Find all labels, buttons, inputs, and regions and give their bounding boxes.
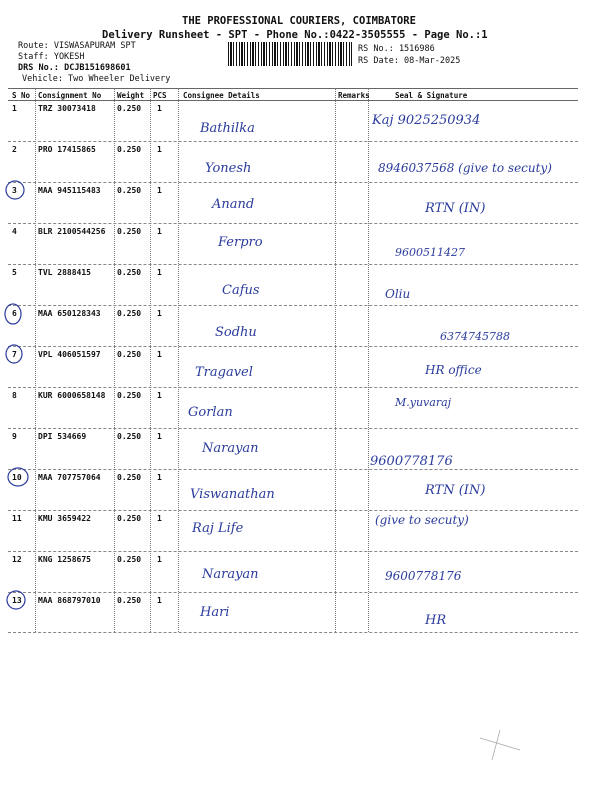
consignee-name: Tragavel [195,365,253,380]
consignee-name: Narayan [202,441,259,456]
row-consignment: PRO 17415865 [38,145,96,154]
row-pcs: 1 [157,432,162,441]
row-sno: 10 [12,473,22,482]
row-sno: 5 [12,268,17,277]
row-consignment: KNG 1258675 [38,555,91,564]
col-header-sno: S No [12,91,31,100]
row-consignment: MAA 707757064 [38,473,101,482]
signature: 6374745788 [440,330,510,343]
row-divider [8,469,578,470]
signature: HR [425,613,447,628]
consignee-name: Narayan [202,567,259,582]
row-pcs: 1 [157,227,162,236]
row-consignment: MAA 945115483 [38,186,101,195]
row-pcs: 1 [157,104,162,113]
row-consignment: DPI 534669 [38,432,87,441]
row-sno: 2 [12,145,17,154]
row-sno: 3 [12,186,17,195]
consignee-name: Cafus [222,283,260,298]
row-pcs: 1 [157,473,162,482]
row-pcs: 1 [157,268,162,277]
consignee-name: Viswanathan [190,487,275,502]
row-sno: 6 [12,309,17,318]
row-divider [8,632,578,633]
row-weight: 0.250 [117,596,142,605]
signature: Oliu [385,287,411,301]
row-sno: 1 [12,104,17,113]
row-weight: 0.250 [117,186,142,195]
signature: (give to secuty) [375,513,469,527]
row-weight: 0.250 [117,473,142,482]
row-consignment: KMU 3659422 [38,514,91,523]
row-consignment: BLR 2100544256 [38,227,106,236]
table-top-border [8,88,578,89]
row-consignment: TVL 2888415 [38,268,91,277]
row-sno: 7 [12,350,17,359]
row-divider [8,346,578,347]
row-pcs: 1 [157,145,162,154]
consignee-name: Anand [212,197,255,212]
row-divider [8,428,578,429]
consignee-name: Raj Life [192,521,244,536]
row-divider [8,510,578,511]
row-divider [8,305,578,306]
row-weight: 0.250 [117,145,142,154]
company-title: THE PROFESSIONAL COURIERS, COIMBATORE [182,15,416,27]
consignee-name: Hari [200,605,230,620]
col-header-signature: Seal & Signature [395,91,468,100]
row-consignment: KUR 6000658148 [38,391,106,400]
row-weight: 0.250 [117,227,142,236]
col-header-consignment: Consignment No [38,91,102,100]
route-label: Route: VISWASAPURAM SPT [18,41,136,51]
signature: 9600778176 [370,454,453,469]
runsheet-title: Delivery Runsheet - SPT - Phone No.:0422-3505555 - Page No.:1 [102,29,488,41]
consignee-name: Yonesh [205,161,252,176]
consignee-name: Gorlan [188,405,233,420]
row-sno: 8 [12,391,17,400]
consignee-name: Bathilka [200,121,255,136]
row-weight: 0.250 [117,350,142,359]
row-weight: 0.250 [117,391,142,400]
row-consignment: MAA 868797010 [38,596,101,605]
row-pcs: 1 [157,391,162,400]
staff-label: Staff: YOKESH [18,52,85,62]
signature: 9600511427 [395,246,465,259]
drs-value: DCJB151698601 [64,63,131,73]
signature: RTN (IN) [425,483,486,498]
col-header-pcs: PCS [153,91,167,100]
row-sno: 4 [12,227,17,236]
pen-stroke [480,730,520,760]
row-sno: 13 [12,596,22,605]
signature: M.yuvaraj [395,396,452,409]
row-pcs: 1 [157,596,162,605]
row-pcs: 1 [157,555,162,564]
row-divider [8,387,578,388]
vehicle-label: Vehicle: Two Wheeler Delivery [22,74,171,84]
row-weight: 0.250 [117,432,142,441]
row-weight: 0.250 [117,309,142,318]
row-divider [8,141,578,142]
signature: RTN (IN) [425,201,486,216]
row-divider [8,182,578,183]
row-sno: 9 [12,432,17,441]
row-divider [8,592,578,593]
row-weight: 0.250 [117,104,142,113]
col-header-remarks: Remarks [338,91,370,100]
row-sno: 12 [12,555,22,564]
row-pcs: 1 [157,309,162,318]
consignee-name: Ferpro [218,235,263,250]
col-header-consignee: Consignee Details [183,91,260,100]
row-pcs: 1 [157,186,162,195]
row-divider [8,551,578,552]
drs-number [18,63,131,73]
row-pcs: 1 [157,350,162,359]
row-weight: 0.250 [117,514,142,523]
row-sno: 11 [12,514,22,523]
rs-date: RS Date: 08-Mar-2025 [358,56,461,66]
barcode [228,42,352,66]
col-header-weight: Weight [117,91,145,100]
signature: 8946037568 (give to secuty) [378,161,552,175]
signature: HR office [425,363,482,377]
row-pcs: 1 [157,514,162,523]
row-weight: 0.250 [117,268,142,277]
row-consignment: MAA 650128343 [38,309,101,318]
rs-number: RS No.: 1516986 [358,44,435,54]
row-consignment: TRZ 30073418 [38,104,96,113]
consignee-name: Sodhu [215,325,257,340]
row-consignment: VPL 406051597 [38,350,101,359]
header-divider [8,100,578,101]
row-weight: 0.250 [117,555,142,564]
signature: 9600778176 [385,569,462,583]
row-divider [8,223,578,224]
drs-label: DRS No.: [18,63,59,73]
row-divider [8,264,578,265]
signature: Kaj 9025250934 [372,113,481,128]
